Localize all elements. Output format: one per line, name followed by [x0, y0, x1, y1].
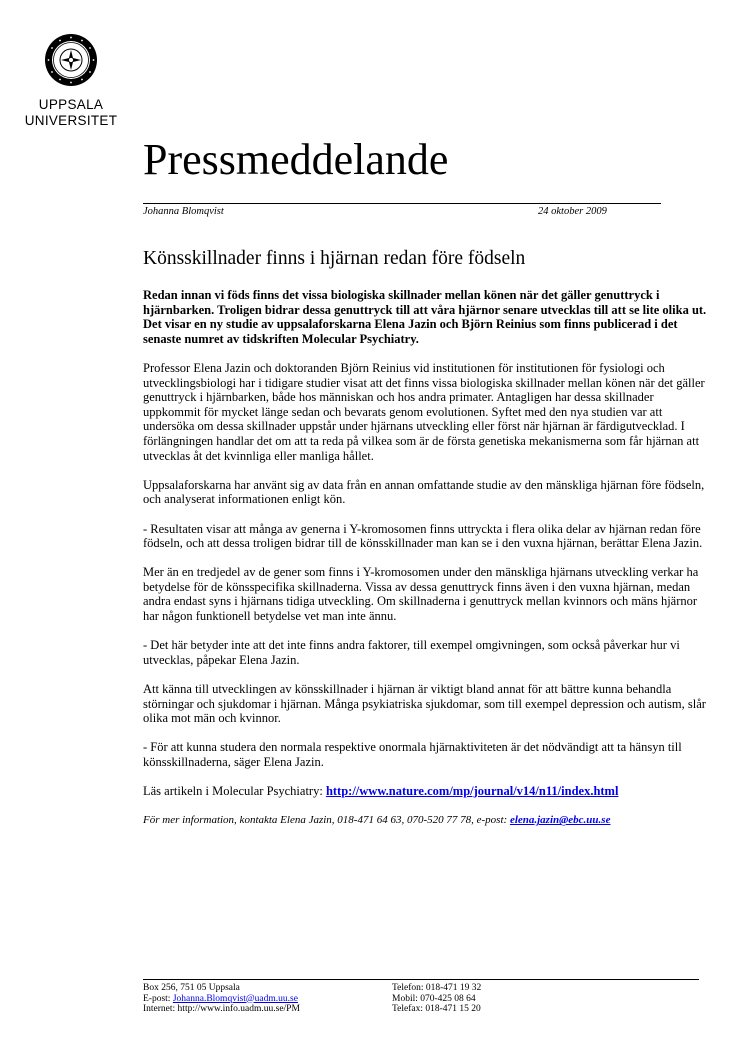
article-link[interactable]: http://www.nature.com/mp/journal/v14/n11/index.html — [325, 784, 619, 799]
contact-prefix: För mer information, kontakta Elena Jazin, 018-471 64 63, 070-520 77 78, e-post: — [143, 814, 510, 827]
footer-divider — [143, 979, 699, 980]
footer-right — [392, 983, 481, 1015]
paragraph: - Det här betyder inte att det inte finns andra faktorer, till exempel omgivningen, som också påverkar hur vi utvecklas, påpekar Elena Jazin. — [143, 638, 680, 667]
footer-email-link[interactable]: Johanna.Blomqvist@uadm.uu.se — [172, 993, 298, 1004]
footer-address: Box 256, 751 05 Uppsala — [143, 983, 240, 993]
university-name — [0, 97, 142, 129]
headline: Könsskillnader finns i hjärnan redan före födseln — [143, 248, 526, 269]
footer-mobile: Mobil: 070-425 08 64 — [392, 993, 476, 1004]
paragraph: Att känna till utvecklingen av könsskillnader i hjärnan är viktigt bland annat för att bättre kunna behandla störningar och sjukdomar i hjärnan. Många psykiatriska sjukdomar, som till exempel depression och autism, slår olika mot män och kvinnor. — [143, 682, 706, 726]
read-article-prefix: Läs artikeln i Molecular Psychiatry: — [143, 784, 326, 799]
date: 24 oktober 2009 — [538, 206, 607, 217]
footer-email-line — [143, 994, 300, 1005]
paragraph: Uppsalaforskarna har använt sig av data från en annan omfattande studie av den mänskliga hjärnan före födseln, och analyserat informationen enligt kön. — [143, 477, 705, 507]
page-title: Pressmeddelande — [143, 135, 449, 184]
paragraph: - För att kunna studera den normala respektive onormala hjärnaktiviteten är det nödvändigt att ta hänsyn till könsskillnaderna, säger Elena Jazin. — [143, 740, 682, 769]
footer-email-prefix: E-post: — [143, 993, 173, 1004]
contact-email-link[interactable]: elena.jazin@ebc.uu.se — [509, 814, 611, 827]
article-body — [143, 288, 713, 843]
university-name-line2: UNIVERSITET — [24, 113, 118, 128]
footer-phone: Telefon: 018-471 19 32 — [392, 983, 482, 993]
paragraph: Mer än en tredjedel av de gener som finns i Y-kromosomen under den mänskliga hjärnans utveckling verkar ha betydelse för de könsspecifika skillnaderna. Vissa av dessa genuttryck finns även i den vuxna hjärnan, medan andra endast syns i hjärnans tidiga utveckling. Om skillnaderna i genuttryck mellan kvinnors och mäns hjärnor har någon funktionell betydelse vet man inte ännu. — [143, 565, 699, 624]
author: Johanna Blomqvist — [143, 206, 224, 217]
university-seal-logo — [44, 33, 98, 87]
paragraph: Professor Elena Jazin och doktoranden Björn Reinius vid institutionen för institutionen för fysiologi och utvecklingsbiologi har i tidigare studier visat att det finns vissa biologiska skillnader mellan könen när det gäller genuttryck i hjärnbarken, både hos människan och hos andra primater. Antagligen har dessa skillnader uppkommit för mycket länge sedan och bevarats genom evolutionen. Syftet med den nya studien var att undersöka om dessa skillnader uppstår under hjärnans utveckling eller först när hjärnan är färdigutvecklad. I förlängningen handlar det om att ta reda på vilkea som är de första genetiska mekanismerna som får hjärnan att utvecklas åt det kvinnliga eller manliga hållet. — [143, 360, 705, 463]
header-divider — [143, 203, 661, 204]
footer-internet: Internet: http://www.info.uadm.uu.se/PM — [143, 1004, 300, 1014]
read-article-line — [143, 784, 713, 799]
university-name-line1: UPPSALA — [38, 97, 104, 112]
contact-line — [143, 813, 713, 828]
paragraph: - Resultaten visar att många av generna i Y-kromosomen finns uttryckta i flera olika delar av hjärnan redan före födseln, och att dessa troligen bidrar till de könsskillnader man kan se i den vuxna hjärnan, berättar Elena Jazin. — [143, 521, 703, 551]
footer-left — [143, 983, 300, 1015]
footer-fax: Telefax: 018-471 15 20 — [392, 1004, 481, 1014]
lead-paragraph: Redan innan vi föds finns det vissa biologiska skillnader mellan könen när det gäller genuttryck i hjärnbarken. Troligen bidrar dessa genuttryck till att våra hjärnor senare utvecklas till att se lite olika ut. Det visar en ny studie av uppsalaforskarna Elena Jazin och Björn Reinius som finns publicerad i det senaste numret av tidskriften Molecular Psychiatry. — [143, 288, 707, 346]
